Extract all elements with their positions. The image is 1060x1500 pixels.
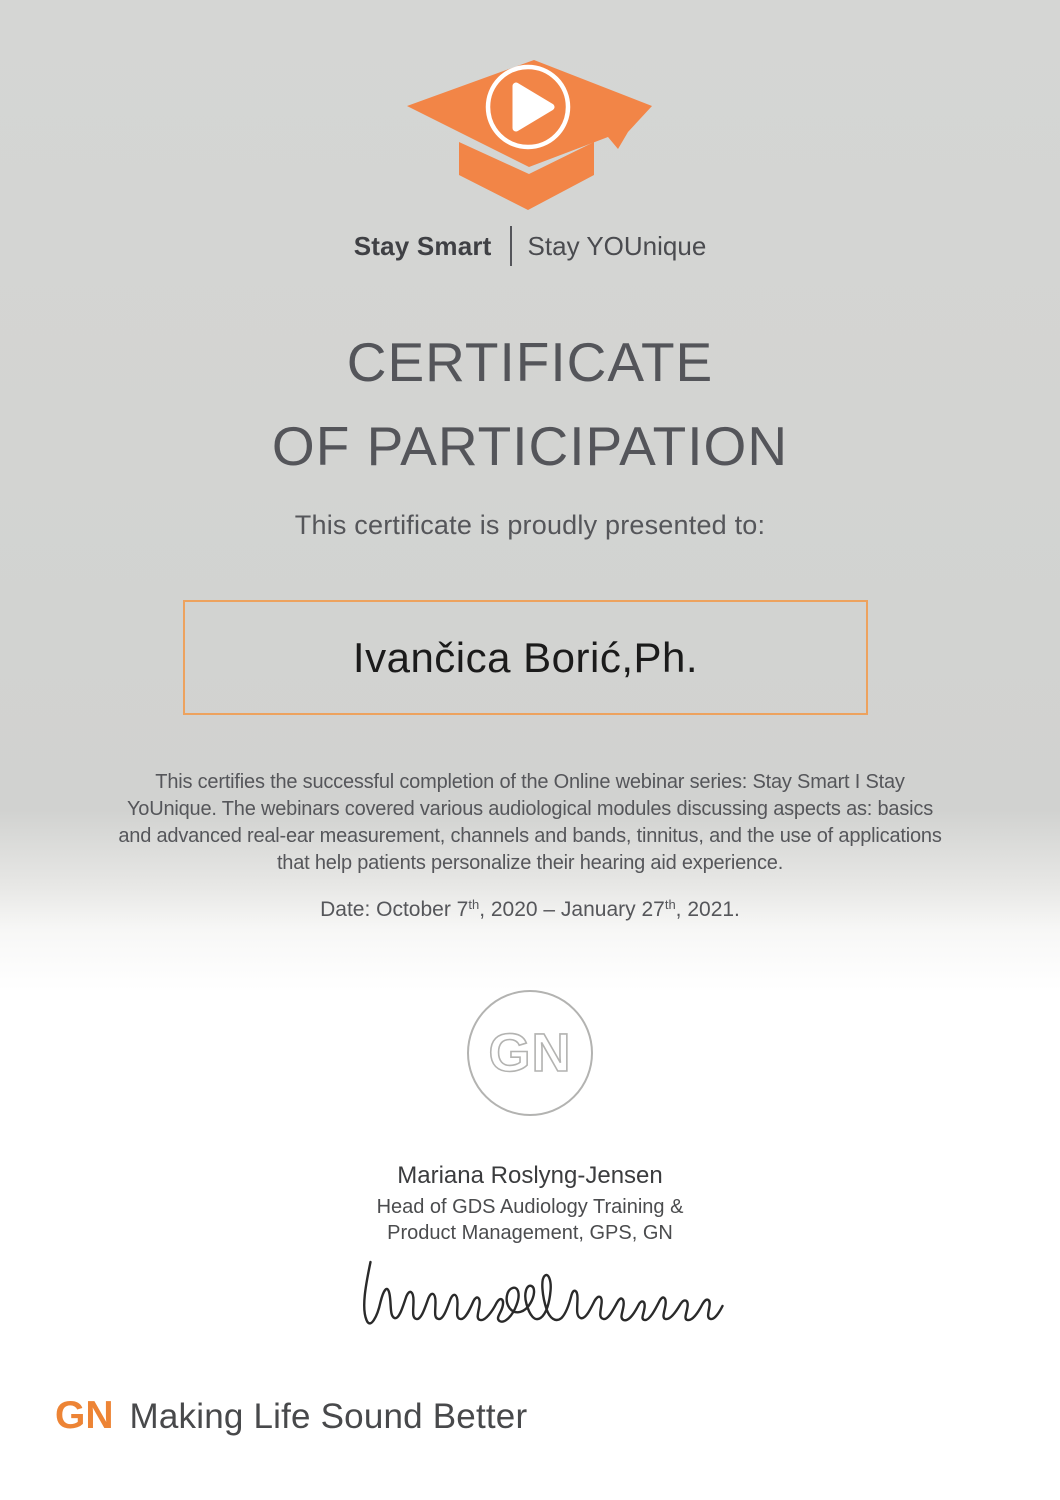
handwritten-signature-image bbox=[352, 1252, 747, 1347]
signer-name: Mariana Roslyng-Jensen bbox=[397, 1162, 663, 1189]
brand-divider bbox=[510, 226, 512, 266]
body-line: YoUnique. The webinars covered various audiological modules discussing aspects as: basics bbox=[127, 798, 933, 820]
date-text: , 2020 – January 27 bbox=[479, 898, 665, 921]
certificate-body bbox=[0, 769, 1060, 877]
date-text: Date: October 7 bbox=[320, 898, 469, 921]
graduation-cap-play-icon bbox=[401, 54, 659, 222]
gn-circle-watermark-icon bbox=[462, 985, 598, 1121]
certificate-title-line2: OF PARTICIPATION bbox=[271, 415, 789, 477]
certificate-title bbox=[0, 320, 1060, 488]
brand-stay-smart: Stay Smart bbox=[353, 230, 492, 261]
signer-title-line2: Product Management, GPS, GN bbox=[387, 1222, 673, 1244]
body-line: and advanced real-ear measurement, channels and bands, tinnitus, and the use of applications bbox=[118, 825, 942, 847]
watermark-gn-text: GN bbox=[488, 1023, 572, 1083]
recipient-name-box bbox=[183, 600, 868, 715]
brand-stay-younique: Stay YOUnique bbox=[527, 230, 707, 261]
brand-lockup bbox=[0, 228, 1060, 268]
signer-title bbox=[0, 1194, 1060, 1246]
date-ordinal-suffix: th bbox=[664, 897, 676, 912]
footer-brand bbox=[55, 1394, 527, 1438]
date-line bbox=[0, 894, 1060, 928]
body-line: This certifies the successful completion of the Online webinar series: Stay Smart I Stay bbox=[155, 771, 905, 793]
date-ordinal-suffix: th bbox=[468, 897, 480, 912]
certificate-title-line1: CERTIFICATE bbox=[346, 331, 714, 393]
recipient-name: Ivančica Borić,Ph. bbox=[352, 633, 699, 681]
signer-title-line1: Head of GDS Audiology Training & bbox=[376, 1196, 684, 1218]
footer-tagline: Making Life Sound Better bbox=[129, 1397, 528, 1436]
body-line: that help patients personalize their hearing aid experience. bbox=[276, 852, 784, 874]
signature-stroke bbox=[364, 1262, 722, 1323]
presented-to-line: This certificate is proudly presented to: bbox=[294, 510, 766, 540]
date-text: , 2021. bbox=[675, 898, 740, 921]
gn-logo-text: GN bbox=[55, 1394, 114, 1437]
